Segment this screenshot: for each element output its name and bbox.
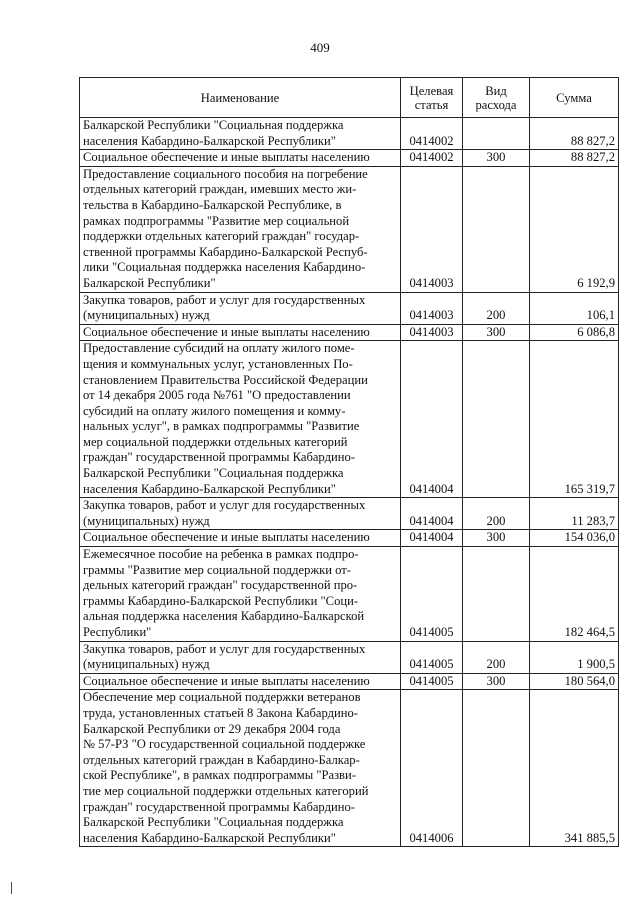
column-header-sum: Сумма xyxy=(530,78,619,118)
cell-sum: 11 283,7 xyxy=(530,498,619,530)
cell-name: Закупка товаров, работ и услуг для государственных (муниципальных) нужд xyxy=(80,498,401,530)
cell-sum: 182 464,5 xyxy=(530,547,619,642)
table-row xyxy=(80,150,619,167)
cell-sum: 6 086,8 xyxy=(530,324,619,341)
column-header-code: Целевая статья xyxy=(401,78,463,118)
table-row xyxy=(80,498,619,530)
cell-code: 0414003 xyxy=(401,292,463,324)
table-row xyxy=(80,547,619,642)
table-row xyxy=(80,292,619,324)
header-row xyxy=(80,78,619,118)
cell-code: 0414004 xyxy=(401,341,463,498)
cell-kind xyxy=(463,118,530,150)
cell-kind xyxy=(463,690,530,847)
cell-sum: 106,1 xyxy=(530,292,619,324)
cell-sum: 1 900,5 xyxy=(530,641,619,673)
cell-name: Предоставление социального пособия на погребение отдельных категорий граждан, имевших место жи- тельства в Кабардино-Балкарской Республике, в рамках подпрограммы "Развитие мер социальной поддержки отдельных категорий граждан" государ- ственной программы Кабардино-Балкарской Респуб- лики "Социальная поддержка населения Кабардино- Балкарской Республики" xyxy=(80,166,401,292)
cell-kind: 200 xyxy=(463,498,530,530)
cell-code: 0414002 xyxy=(401,118,463,150)
cell-kind xyxy=(463,341,530,498)
cell-kind: 300 xyxy=(463,324,530,341)
budget-table xyxy=(79,77,619,847)
cell-sum: 165 319,7 xyxy=(530,341,619,498)
cell-sum: 154 036,0 xyxy=(530,530,619,547)
cell-code: 0414003 xyxy=(401,324,463,341)
cell-name: Обеспечение мер социальной поддержки ветеранов труда, установленных статьей 8 Закона Кабардино- Балкарской Республики от 29 декабря 2004 года № 57-РЗ "О государственной социальной поддержке отдельных категорий граждан в Кабардино-Балкар- ской Республике", в рамках подпрограммы "Разви- тие мер социальной поддержки отдельных категорий граждан" государственной программы Кабардино- Балкарской Республики "Социальная поддержка населения Кабардино-Балкарской Республики" xyxy=(80,690,401,847)
cell-kind: 300 xyxy=(463,673,530,690)
page-number: 409 xyxy=(310,40,330,55)
cell-kind: 300 xyxy=(463,530,530,547)
cell-name: Закупка товаров, работ и услуг для государственных (муниципальных) нужд xyxy=(80,641,401,673)
cell-name: Социальное обеспечение и иные выплаты населению xyxy=(80,530,401,547)
table-row xyxy=(80,166,619,292)
cell-name: Социальное обеспечение и иные выплаты населению xyxy=(80,324,401,341)
cell-name: Социальное обеспечение и иные выплаты населению xyxy=(80,150,401,167)
table-row xyxy=(80,641,619,673)
cell-code: 0414005 xyxy=(401,673,463,690)
table-row xyxy=(80,324,619,341)
cell-kind: 200 xyxy=(463,292,530,324)
table-row xyxy=(80,118,619,150)
column-header-kind: Вид расхода xyxy=(463,78,530,118)
cell-code: 0414005 xyxy=(401,641,463,673)
cell-kind xyxy=(463,547,530,642)
cell-code: 0414003 xyxy=(401,166,463,292)
cell-kind: 300 xyxy=(463,150,530,167)
table-header xyxy=(80,78,619,118)
cell-code: 0414006 xyxy=(401,690,463,847)
cell-sum: 88 827,2 xyxy=(530,118,619,150)
table-body xyxy=(80,118,619,847)
margin-mark xyxy=(11,882,12,894)
table-row xyxy=(80,673,619,690)
cell-sum: 180 564,0 xyxy=(530,673,619,690)
cell-kind xyxy=(463,166,530,292)
cell-code: 0414004 xyxy=(401,530,463,547)
cell-sum: 6 192,9 xyxy=(530,166,619,292)
cell-code: 0414004 xyxy=(401,498,463,530)
cell-name: Балкарской Республики "Социальная поддержка населения Кабардино-Балкарской Республики" xyxy=(80,118,401,150)
cell-name: Ежемесячное пособие на ребенка в рамках подпро- граммы "Развитие мер социальной поддержки от- дельных категорий граждан" государственной про- граммы Кабардино-Балкарской Республики "Соци- альная поддержка населения Кабардино-Балкарской Республики" xyxy=(80,547,401,642)
cell-name: Социальное обеспечение и иные выплаты населению xyxy=(80,673,401,690)
table-row xyxy=(80,530,619,547)
cell-kind: 200 xyxy=(463,641,530,673)
cell-name: Закупка товаров, работ и услуг для государственных (муниципальных) нужд xyxy=(80,292,401,324)
table-row xyxy=(80,690,619,847)
column-header-name: Наименование xyxy=(80,78,401,118)
table-row xyxy=(80,341,619,498)
cell-code: 0414005 xyxy=(401,547,463,642)
cell-sum: 341 885,5 xyxy=(530,690,619,847)
cell-sum: 88 827,2 xyxy=(530,150,619,167)
cell-code: 0414002 xyxy=(401,150,463,167)
cell-name: Предоставление субсидий на оплату жилого поме- щения и коммунальных услуг, установленных По- становлением Правительства Российской Федерации от 14 декабря 2005 года №761 "О предоставлении субсидий на оплату жилого помещения и комму- нальных услуг", в рамках подпрограммы "Развитие мер социальной поддержки отдельных категорий граждан" государственной программы Кабардино- Балкарской Республики "Социальная поддержка населения Кабардино-Балкарской Республики" xyxy=(80,341,401,498)
